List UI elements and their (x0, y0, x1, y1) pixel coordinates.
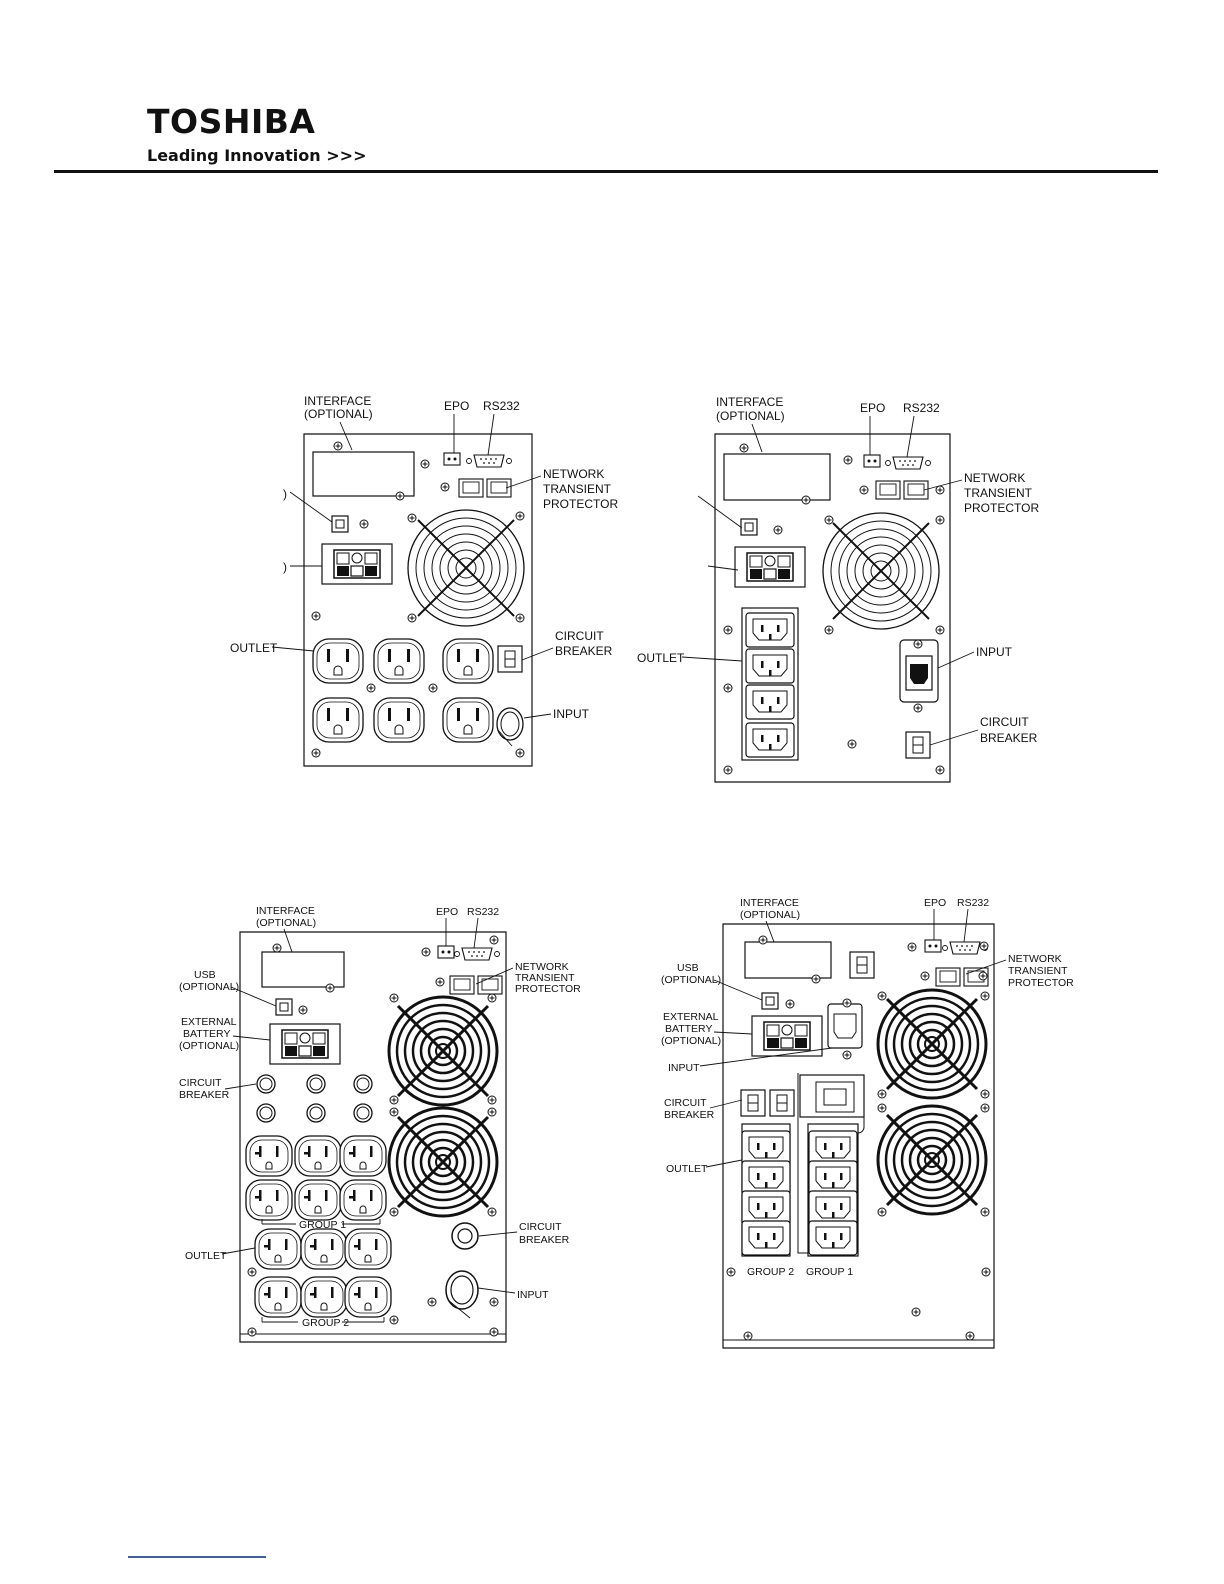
d4-group1-label: GROUP 1 (806, 1266, 854, 1278)
d4-usb-label: USB (677, 962, 699, 974)
d3-interface-label: INTERFACE (256, 905, 315, 917)
d4-epo-label: EPO (924, 897, 947, 909)
d1-breaker-label: CIRCUIT (555, 629, 604, 643)
d4-outlet-label: OUTLET (666, 1163, 708, 1175)
svg-text:(OPTIONAL): (OPTIONAL) (256, 917, 317, 929)
diagram-ups-6-outlet (230, 394, 618, 766)
d2-rs232-label: RS232 (903, 401, 940, 415)
svg-text:TRANSIENT: TRANSIENT (543, 482, 612, 496)
d3-battery-label: EXTERNAL (181, 1016, 237, 1028)
d1-outlet-label: OUTLET (230, 641, 278, 655)
svg-text:(OPTIONAL): (OPTIONAL) (716, 409, 785, 423)
svg-text:(OPTIONAL): (OPTIONAL) (179, 981, 240, 993)
diagram-ups-12-outlet (179, 905, 581, 1342)
d3-outlet-label: OUTLET (185, 1250, 227, 1262)
svg-text:BREAKER: BREAKER (664, 1109, 715, 1121)
d3-usb-label: USB (194, 969, 216, 981)
d1-network-label: NETWORK (543, 467, 605, 481)
d1-battery-cut-label: ) (283, 560, 287, 574)
d3-rs232-label: RS232 (467, 906, 500, 918)
svg-text:(OPTIONAL): (OPTIONAL) (740, 909, 801, 921)
footer-link-underline[interactable] (128, 1556, 266, 1558)
d4-breaker-label: CIRCUIT (664, 1097, 707, 1109)
d1-usb-cut-label: ) (283, 487, 287, 501)
d4-group2-label: GROUP 2 (747, 1266, 795, 1278)
d3-breaker2-label: CIRCUIT (519, 1221, 562, 1233)
d4-network-label: NETWORK (1008, 953, 1062, 965)
svg-text:BATTERY: BATTERY (183, 1028, 231, 1040)
d3-group1-label: GROUP 1 (299, 1219, 347, 1231)
d4-rs232-label: RS232 (957, 897, 990, 909)
brand-tagline-text: Leading Innovation (147, 146, 321, 165)
svg-text:TRANSIENT: TRANSIENT (1008, 965, 1068, 977)
d4-battery-label: EXTERNAL (663, 1011, 719, 1023)
d3-group2-label: GROUP 2 (302, 1317, 350, 1329)
d4-input-label: INPUT (668, 1062, 700, 1074)
d3-input-label: INPUT (517, 1289, 549, 1301)
d1-rs232-label: RS232 (483, 399, 520, 413)
svg-text:TRANSIENT: TRANSIENT (515, 972, 575, 984)
svg-text:PROTECTOR: PROTECTOR (515, 983, 581, 995)
svg-text:PROTECTOR: PROTECTOR (543, 497, 619, 511)
d1-epo-label: EPO (444, 399, 470, 413)
svg-text:BREAKER: BREAKER (980, 731, 1038, 745)
svg-text:(OPTIONAL): (OPTIONAL) (304, 407, 373, 421)
d2-breaker-label: CIRCUIT (980, 715, 1029, 729)
svg-text:TRANSIENT: TRANSIENT (964, 486, 1033, 500)
d3-epo-label: EPO (436, 906, 459, 918)
d4-interface-label: INTERFACE (740, 897, 799, 909)
svg-text:PROTECTOR: PROTECTOR (964, 501, 1040, 515)
svg-text:BREAKER: BREAKER (179, 1089, 230, 1101)
d2-outlet-label: OUTLET (637, 651, 685, 665)
d1-input-label: INPUT (553, 707, 589, 721)
svg-text:BREAKER: BREAKER (519, 1234, 570, 1246)
svg-text:(OPTIONAL): (OPTIONAL) (179, 1040, 240, 1052)
svg-text:(OPTIONAL): (OPTIONAL) (661, 1035, 722, 1047)
d1-interface-label: INTERFACE (304, 394, 372, 408)
svg-text:BATTERY: BATTERY (665, 1023, 713, 1035)
diagram-ups-iec-8-outlet (661, 897, 1074, 1348)
d2-network-label: NETWORK (964, 471, 1026, 485)
d2-interface-label: INTERFACE (716, 395, 784, 409)
d2-epo-label: EPO (860, 401, 886, 415)
d3-breaker-label: CIRCUIT (179, 1077, 222, 1089)
svg-text:PROTECTOR: PROTECTOR (1008, 977, 1074, 989)
diagram-ups-iec-4-outlet (637, 395, 1039, 782)
d3-network-label: NETWORK (515, 961, 569, 973)
svg-text:BREAKER: BREAKER (555, 644, 613, 658)
chevrons-icon: >>> (326, 146, 367, 165)
svg-text:(OPTIONAL): (OPTIONAL) (661, 974, 722, 986)
brand-name: TOSHIBA (147, 102, 316, 141)
d2-input-label: INPUT (976, 645, 1012, 659)
